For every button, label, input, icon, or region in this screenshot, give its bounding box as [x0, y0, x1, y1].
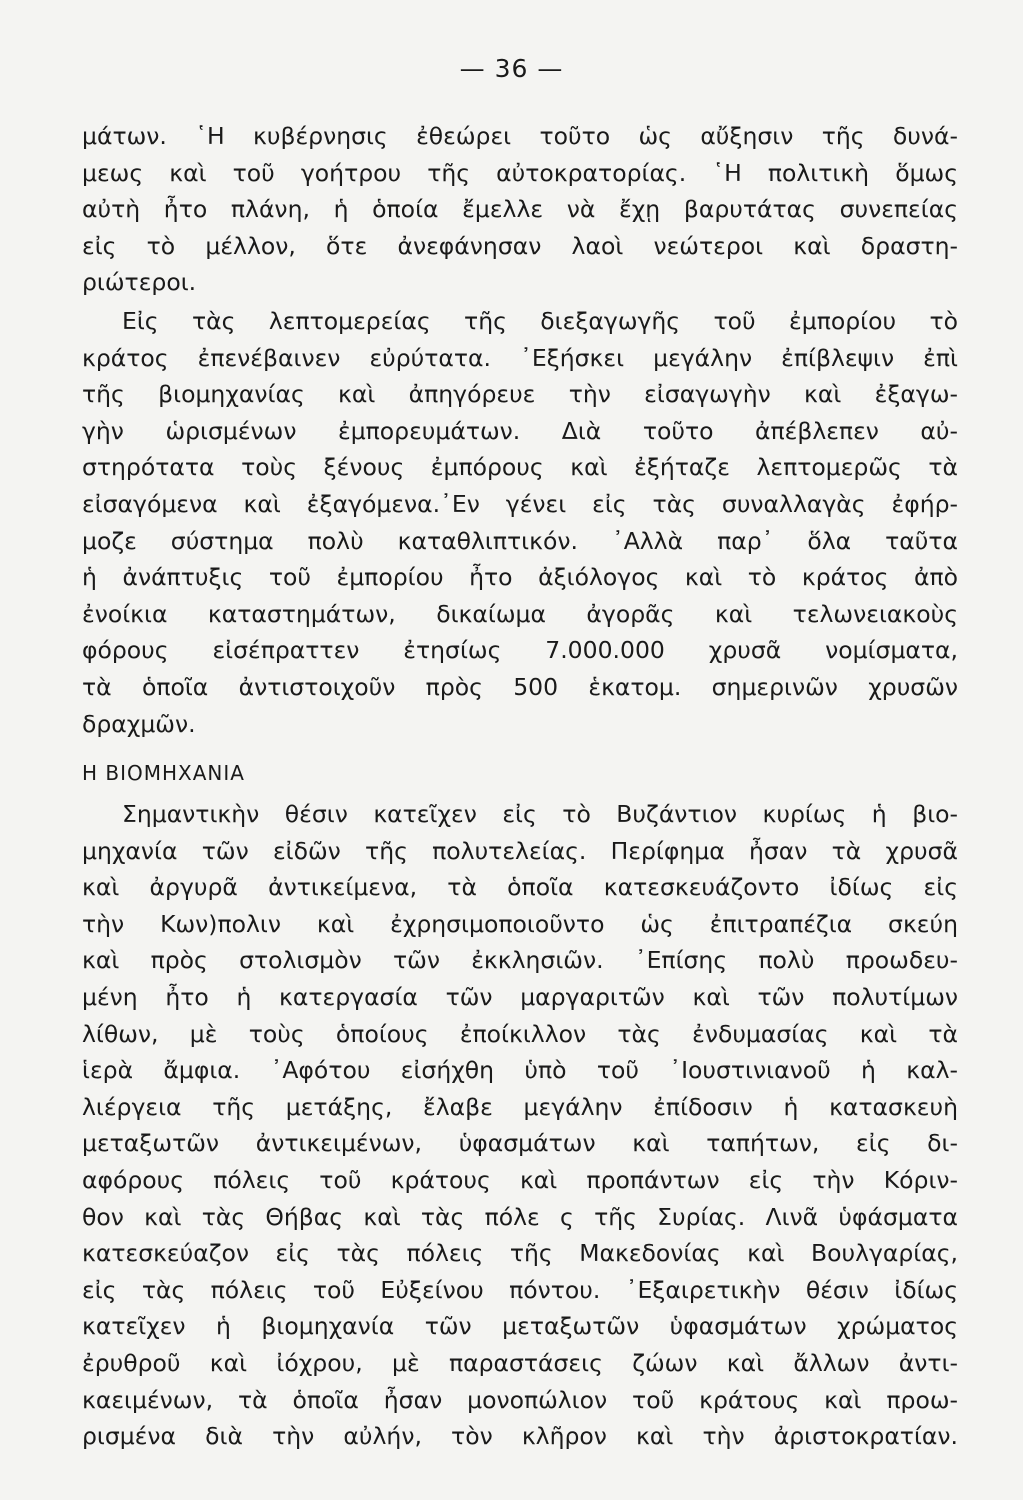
paragraph-line: ἐνοίκια καταστημάτων, δικαίωμα ἀγορᾶς καὶ τελωνειακοὺς: [82, 599, 958, 628]
paragraph-2: [82, 303, 958, 742]
body-text: [82, 118, 958, 1455]
paragraph-line: ἐρυθροῦ καὶ ἰόχρου, μὲ παραστάσεις ζώων καὶ ἄλλων ἀντι-: [82, 1349, 958, 1377]
paragraph-3: [82, 796, 958, 1455]
section-heading: Η ΒΙΟΜΗΧΑΝΙΑ: [82, 761, 245, 786]
page-number: — 36 —: [459, 54, 564, 83]
paragraph-line: στηρότατα τοὺς ξένους ἐμπόρους καὶ ἐξήταζε λεπτομερῶς τὰ: [82, 453, 958, 482]
paragraph-line: τὰ ὁποῖα ἀντιστοιχοῦν πρὸς 500 ἑκατομ. σημερινῶν χρυσῶν: [82, 672, 958, 701]
paragraph-line: κατεσκεύαζον εἰς τὰς πόλεις τῆς Μακεδονίας καὶ Βουλγαρίας,: [82, 1239, 958, 1268]
paragraph-line: καὶ ἀργυρᾶ ἀντικείμενα, τὰ ὁποῖα κατεσκευάζοντο ἰδίως εἰς: [82, 873, 958, 902]
paragraph-line: μάτων. ῾Η κυβέρνησις ἐθεώρει τοῦτο ὡς αὔξησιν τῆς δυνά-: [82, 122, 958, 150]
paragraph-line: κατεῖχεν ἡ βιομηχανία τῶν μεταξωτῶν ὑφασμάτων χρώματος: [82, 1312, 958, 1341]
paragraph-line: τὴν Κων)πολιν καὶ ἐχρησιμοποιοῦντο ὡς ἐπιτραπέζια σκεύη: [82, 909, 958, 938]
paragraph-line: μεως καὶ τοῦ γοήτρου τῆς αὐτοκρατορίας. ῾Η πολιτικὴ ὅμως: [82, 158, 958, 187]
paragraph-line: δραχμῶν.: [82, 709, 196, 738]
paragraph-line: καειμένων, τὰ ὁποῖα ἦσαν μονοπώλιον τοῦ κράτους καὶ προω-: [82, 1385, 958, 1414]
paragraph-line: ρισμένα διὰ τὴν αὐλήν, τὸν κλῆρον καὶ τὴν ἀριστοκρατίαν.: [82, 1422, 958, 1451]
paragraph-line: ριώτεροι.: [82, 268, 197, 297]
paragraph-line: μηχανία τῶν εἰδῶν τῆς πολυτελείας. Περίφημα ἦσαν τὰ χρυσᾶ: [82, 836, 958, 865]
paragraph-line: αὐτὴ ἦτο πλάνη, ἡ ὁποία ἔμελλε νὰ ἔχῃ βαρυτάτας συνεπείας: [82, 195, 958, 224]
paragraph-line: αφόρους πόλεις τοῦ κράτους καὶ προπάντων εἰς τὴν Κόριν-: [82, 1166, 958, 1195]
paragraph-line: λιέργεια τῆς μετάξης, ἔλαβε μεγάλην ἐπίδοσιν ἡ κατασκευὴ: [82, 1092, 958, 1121]
paragraph-line: ἱερὰ ἄμφια. ᾿Αφότου εἰσήχθη ὑπὸ τοῦ ᾿Ιουστινιανοῦ ἡ καλ-: [82, 1056, 958, 1085]
paragraph-line: Σημαντικὴν θέσιν κατεῖχεν εἰς τὸ Βυζάντιον κυρίως ἡ βιο-: [122, 800, 958, 829]
paragraph-line: τῆς βιομηχανίας καὶ ἀπηγόρευε τὴν εἰσαγωγὴν καὶ ἐξαγω-: [82, 380, 958, 409]
paragraph-line: κράτος ἐπενέβαινεν εὐρύτατα. ᾿Εξήσκει μεγάλην ἐπίβλεψιν ἐπὶ: [82, 343, 958, 372]
paragraph-line: εἰς τὸ μέλλον, ὅτε ἀνεφάνησαν λαοὶ νεώτεροι καὶ δραστη-: [82, 231, 958, 260]
paragraph-line: μεταξωτῶν ἀντικειμένων, ὑφασμάτων καὶ ταπήτων, εἰς δι-: [82, 1129, 958, 1158]
paragraph-1: [82, 118, 958, 301]
paragraph-line: λίθων, μὲ τοὺς ὁποίους ἐποίκιλλον τὰς ἐνδυμασίας καὶ τὰ: [82, 1019, 958, 1048]
paragraph-line: γὴν ὡρισμένων ἐμπορευμάτων. Διὰ τοῦτο ἀπέβλεπεν αὐ-: [82, 416, 958, 445]
paragraph-line: φόρους εἰσέπραττεν ἐτησίως 7.000.000 χρυσᾶ νομίσματα,: [82, 636, 958, 665]
paragraph-line: ἡ ἀνάπτυξις τοῦ ἐμπορίου ἦτο ἀξιόλογος καὶ τὸ κράτος ἀπὸ: [82, 563, 958, 592]
paragraph-line: μένη ἦτο ἡ κατεργασία τῶν μαργαριτῶν καὶ τῶν πολυτίμων: [82, 983, 958, 1012]
paragraph-line: μοζε σύστημα πολὺ καταθλιπτικόν. ᾿Αλλὰ παρ᾿ ὅλα ταῦτα: [82, 526, 958, 555]
paragraph-line: θον καὶ τὰς Θήβας καὶ τὰς πόλε ς τῆς Συρίας. Λινᾶ ὑφάσματα: [82, 1202, 958, 1231]
paragraph-line: Εἰς τὰς λεπτομερείας τῆς διεξαγωγῆς τοῦ ἐμπορίου τὸ: [122, 306, 958, 335]
paragraph-line: εἰσαγόμενα καὶ ἐξαγόμενα.᾿Εν γένει εἰς τὰς συναλλαγὰς ἐφήρ-: [82, 489, 958, 518]
paragraph-line: καὶ πρὸς στολισμὸν τῶν ἐκκλησιῶν. ᾿Επίσης πολὺ προωδευ-: [82, 946, 958, 975]
paragraph-line: εἰς τὰς πόλεις τοῦ Εὐξείνου πόντου. ᾿Εξαιρετικὴν θέσιν ἰδίως: [82, 1275, 958, 1304]
